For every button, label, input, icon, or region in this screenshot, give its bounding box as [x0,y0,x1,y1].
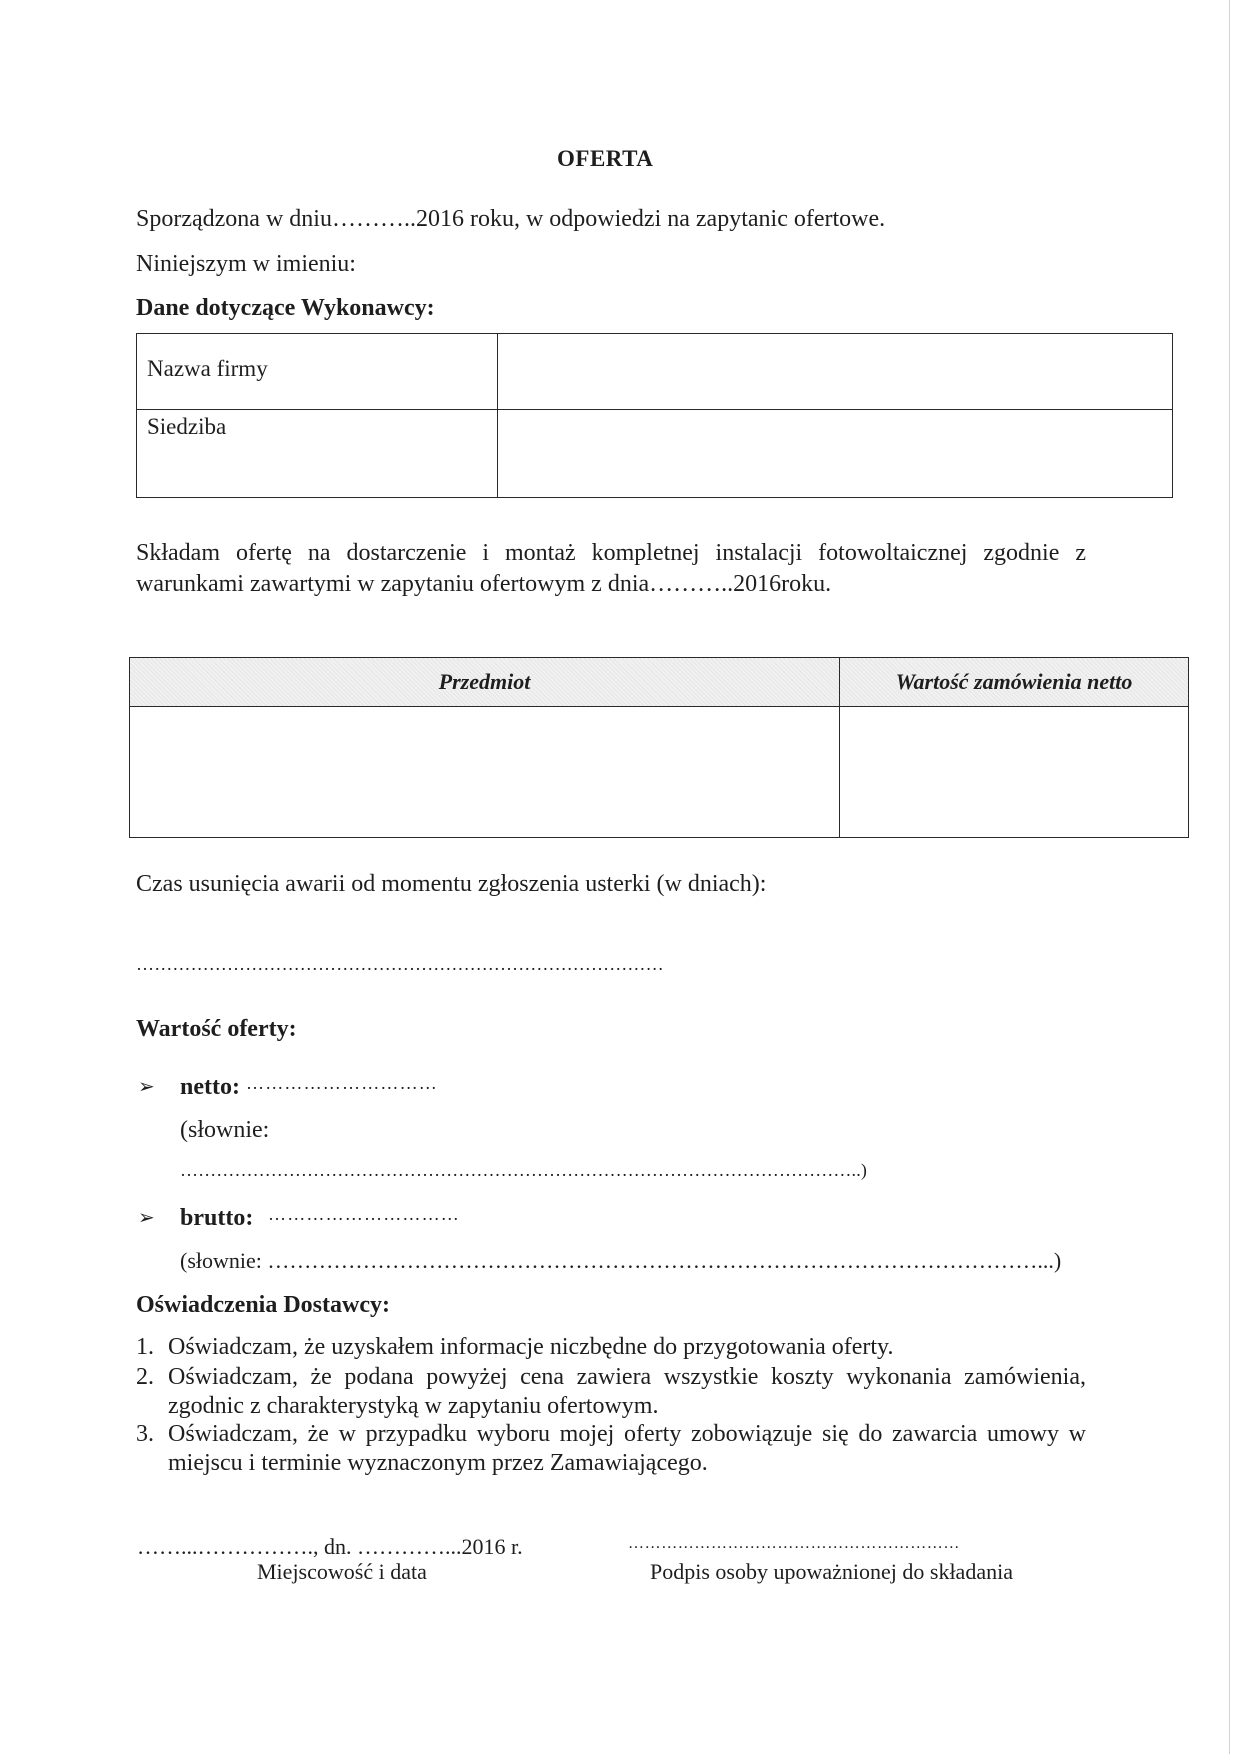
net-value-field[interactable] [840,707,1189,838]
contractor-heading: Dane dotyczące Wykonawcy: [136,295,435,321]
net-label: netto: [180,1074,240,1100]
company-name-label: Nazwa firmy [137,334,498,410]
header-subject: Przedmiot [130,658,840,707]
order-table [129,657,1189,838]
declaration-item [136,1363,1086,1421]
on-behalf-line: Niniejszym w imieniu: [136,251,356,277]
table-header-row [130,658,1189,707]
list-number: 1. [136,1334,154,1360]
gross-words-field[interactable]: (słownie: ……………………………………………………………………………………………...) [180,1248,1062,1273]
subject-field[interactable] [130,707,840,838]
arrow-bullet-icon: ➢ [138,1076,155,1098]
signature-label: Podpis osoby upoważnionej do składania [650,1559,1013,1584]
list-number: 3. [136,1421,154,1447]
declaration-item [136,1420,1086,1478]
offer-paragraph: Składam ofertę na dostarczenie i montaż kompletnej instalacji fotowoltaicznej zgodnie z warunkami zawartymi w zapytaniu ofertowym z dnia………..2016roku. [136,540,1086,597]
arrow-bullet-icon: ➢ [138,1207,155,1229]
table-row [137,334,1173,410]
company-name-field[interactable] [498,334,1173,410]
declarations-heading: Oświadczenia Dostawcy: [136,1292,390,1318]
list-number: 2. [136,1364,154,1390]
declaration-item [136,1333,1086,1362]
declaration-text: Oświadczam, że uzyskałem informacje niczbędne do przygotowania oferty. [168,1334,894,1360]
table-row [130,707,1189,838]
gross-label: brutto: [180,1205,254,1231]
contractor-table [136,333,1173,498]
header-net-value: Wartość zamówienia netto [840,658,1189,707]
signature-field[interactable]: …………………………………………………… [628,1535,960,1552]
net-value-field[interactable]: ………………………… [246,1073,438,1093]
declaration-text: Oświadczam, że podana powyżej cena zawiera wszystkie koszty wykonania zamówienia, zgodnic z charakterystyką w zapytaniu ofertowym. [168,1364,1086,1419]
headquarters-field[interactable] [498,410,1173,498]
page-title: OFERTA [557,146,654,171]
offer-value-heading: Wartość oferty: [136,1016,297,1042]
table-row [137,410,1173,498]
intro-line: Sporządzona w dniu………..2016 roku, w odpowiedzi na zapytanic ofertowe. [136,206,886,232]
net-words-label: (słownie: [180,1117,270,1143]
place-date-label: Miejscowość i data [257,1559,427,1584]
scan-edge-line [1229,0,1230,1754]
repair-time-field[interactable]: …………………………………………………………………………… [136,954,664,974]
net-words-field[interactable]: …………………………………………………………………………………………………..) [180,1160,867,1180]
gross-value-field[interactable]: ………………………… [268,1204,460,1224]
repair-time-label: Czas usunięcia awarii od momentu zgłoszenia usterki (w dniach): [136,871,767,897]
place-date-field[interactable]: ……...……………., dn. …………...2016 r. [137,1534,523,1559]
headquarters-label: Siedziba [137,410,498,498]
declaration-text: Oświadczam, że w przypadku wyboru mojej oferty zobowiązuje się do zawarcia umowy w miejscu i terminie wyznaczonym przez Zamawiającego. [168,1421,1086,1476]
